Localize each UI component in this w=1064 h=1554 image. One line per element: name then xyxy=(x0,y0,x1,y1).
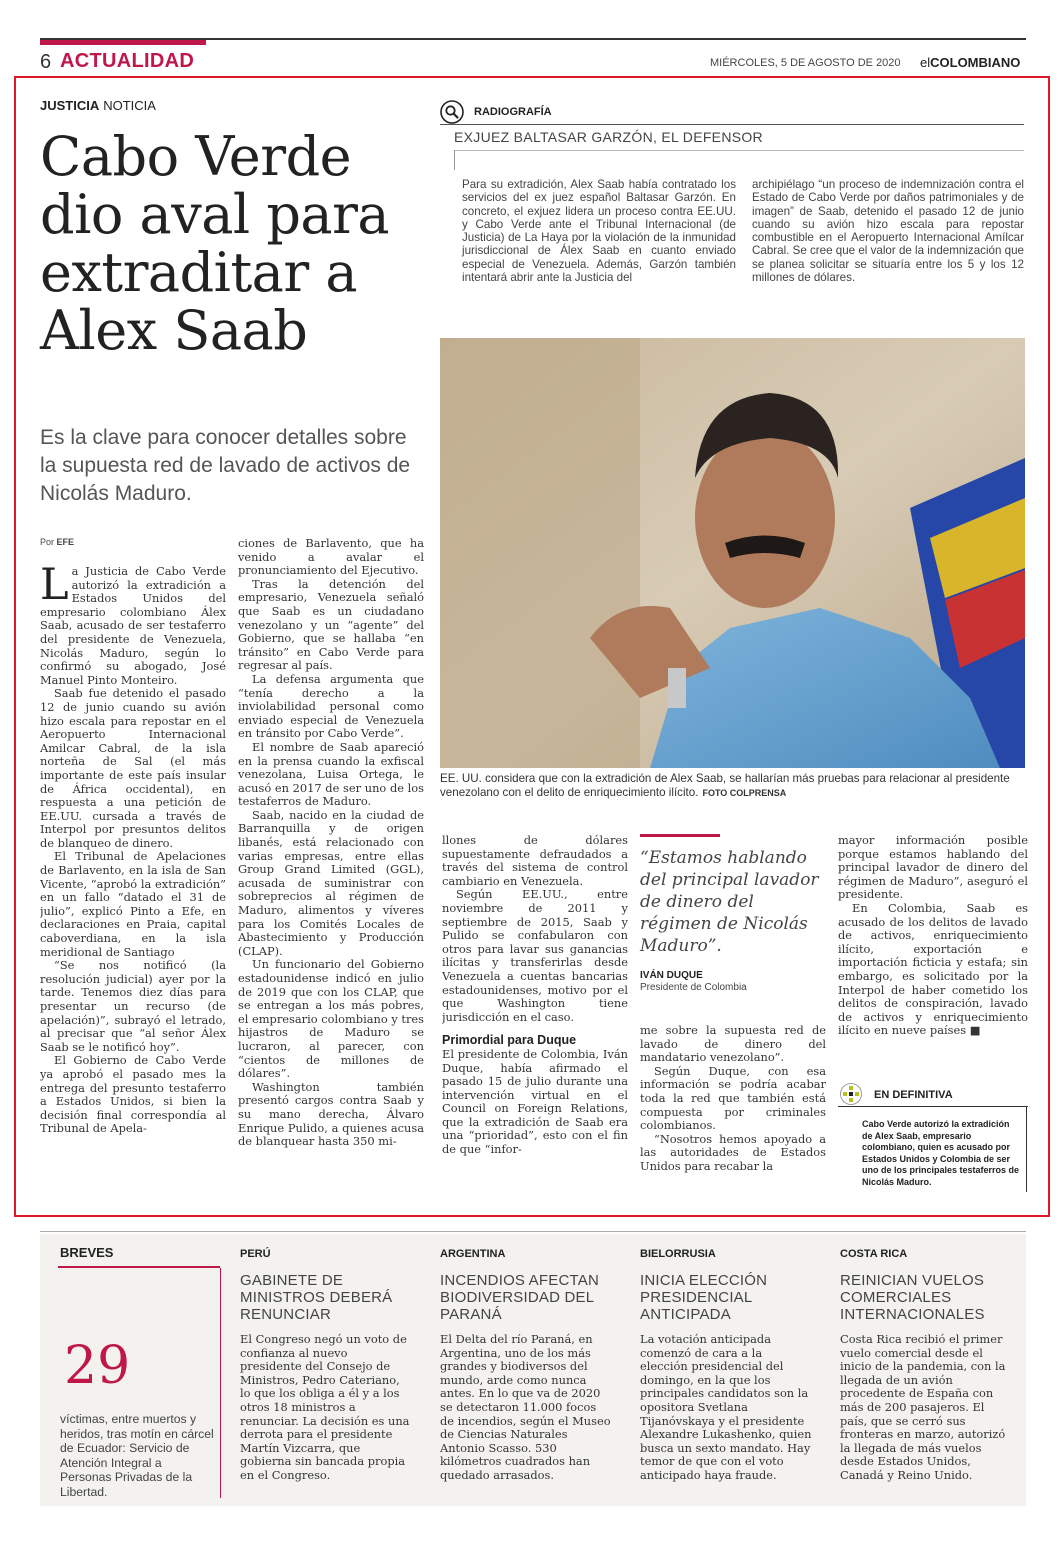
quote-role: Presidente de Colombia xyxy=(640,982,747,993)
radiografia-vline xyxy=(454,150,455,170)
article-paragraph: La Justicia de Cabo Verde autorizó la extradición a Estados Unidos del empresario colombiano Álex Saab, acusado de ser testaferro del presidente de Venezuela, Nicolás Maduro, según lo confirmó su abogado, José Manuel Pinto Monteiro. xyxy=(40,565,226,687)
briefs-number-text: víctimas, entre muertos y heridos, tras motín en cárcel de Ecuador: Servicio de Atención Integral a Personas Privadas de la Libertad. xyxy=(60,1412,214,1499)
summary-label: EN DEFINITIVA xyxy=(874,1089,953,1101)
byline-prefix: Por xyxy=(40,537,55,547)
photo-caption xyxy=(440,772,1025,800)
briefs-accent-bar xyxy=(58,1266,220,1268)
issue-date: MIÉRCOLES, 5 DE AGOSTO DE 2020 xyxy=(710,57,901,69)
article-column-2 xyxy=(238,537,424,1197)
quote-author: IVÁN DUQUE xyxy=(640,970,703,981)
radiografia-label: RADIOGRAFÍA xyxy=(474,106,552,118)
summary-vline xyxy=(1026,1106,1027,1192)
article-column-1 xyxy=(40,565,226,1197)
summary-text: Cabo Verde autorizó la extradición de Alex Saab, empresario colombiano, quien es acusado por Estados Unidos y Colombia de ser uno de los principales testaferros de Nicolás Maduro. xyxy=(862,1119,1020,1187)
kicker xyxy=(40,98,156,113)
brief-item xyxy=(840,1248,1012,1483)
drop-cap: L xyxy=(40,565,69,610)
article-paragraph: llones de dólares supuestamente defraudados a través del sistema de control cambiario en Venezuela. xyxy=(442,834,628,888)
radiografia-text-2: archipiélago “un proceso de indemnización contra el Estado de Cabo Verde por daños patrimoniales y de imagen” de Saab, detenido el pasado 12 de junio cuando su avión hizo escala para repostar combustible en el Aeropuerto Internacional Amílcar Cabral. Se cree que el valor de la indemnización que se planea solicitar se situaría entre los 5 y los 12 millones de dólares. xyxy=(752,178,1024,285)
section-accent-bar xyxy=(40,40,206,45)
summary-icon xyxy=(840,1083,862,1105)
photo-credit: FOTO COLPRENSA xyxy=(702,788,787,798)
article-paragraph: Un funcionario del Gobierno estadounidense indicó en julio de 2019 que con los CLAP, que se entregan a los más pobres, el empresario colombiano y tres hijastros de Maduro se lucraron, al parecer, con “cientos de millones de dólares”. xyxy=(238,957,424,1081)
summary-rule xyxy=(838,1106,1028,1107)
kicker-section: JUSTICIA xyxy=(40,98,100,113)
article-column-5 xyxy=(838,834,1028,1058)
brief-item xyxy=(640,1248,812,1483)
briefs-divider xyxy=(220,1268,221,1498)
article-paragraph: En Colombia, Saab es acusado de los delitos de lavado de activos, enriquecimiento ilícito, exportación e importación ficticia y estafa; sin embargo, es solicitado por la Interpol de haber cometido los delitos de conspiración, lavado de activos y enriquecimiento ilícito en nueve países ■ xyxy=(838,900,1028,1038)
masthead-name: COLOMBIANO xyxy=(930,55,1021,70)
radiografia-title: EXJUEZ BALTASAR GARZÓN, EL DEFENSOR xyxy=(454,129,763,145)
brief-country: COSTA RICA xyxy=(840,1248,908,1260)
article-paragraph: El nombre de Saab apareció en la prensa cuando la exfiscal venezolana, Luisa Ortega, le acusó en 2017 de ser uno de los testaferros de Maduro. xyxy=(238,739,424,809)
byline xyxy=(40,537,74,547)
article-paragraph: El Gobierno de Cabo Verde ya aprobó el pasado mes la entrega del presunto testaferro a Estados Unidos, si bien la decisión final correspondía al Tribunal de Apela- xyxy=(40,1053,226,1136)
article-paragraph: La defensa argumenta que “tenía derecho a la inviolabilidad personal como enviado especial de Venezuela en tránsito por Cabo Verde”. xyxy=(238,671,424,741)
brief-country: ARGENTINA xyxy=(440,1248,506,1260)
magnifier-icon xyxy=(440,100,464,124)
brief-text: El Congreso negó un voto de confianza al nuevo presidente del Consejo de Ministros, Pedro Cateriano, lo que los obliga a él y a los otros 18 ministros a renunciar. La decisión es una derrota para el presidente Martín Vizcarra, que gobierna sin bancada propia en el Congreso. xyxy=(240,1332,410,1482)
article-paragraph: Según Duque, con esa información se podría acabar toda la red que también está compuesta por criminales colombianos. xyxy=(640,1063,826,1133)
brief-country: BIELORRUSIA xyxy=(640,1248,716,1260)
article-paragraph: Según EE.UU., entre noviembre de 2011 y septiembre de 2015, Saab y Pulido se confabularon con otros para lavar sus ganancias ilícitas y transferirlas desde Venezuela a cuentas bancarias estadounidenses, motivo por el que Washington tiene jurisdicción en el caso. xyxy=(442,887,628,1024)
article-column-3 xyxy=(442,834,628,1197)
section-name: ACTUALIDAD xyxy=(60,50,195,72)
masthead-logo xyxy=(920,55,1020,70)
article-paragraph: Saab, nacido en la ciudad de Barranquilla y de origen libanés, está relacionado con varias empresas, entre ellas Group Grand Limited (GGL), acusada de suministrar con sobreprecios al régimen de Maduro, alimentos y víveres para los Comités Locales de Abastecimiento y Producción (CLAP). xyxy=(238,807,424,958)
masthead-prefix: el xyxy=(920,55,931,70)
article-paragraph: “Nosotros hemos apoyado a las autoridades de Estados Unidos para recabar la xyxy=(640,1131,826,1173)
brief-text: El Delta del río Paraná, en Argentina, uno de los más grandes y biodiversos del mundo, arde como nunca antes. En lo que va de 2020 se detectaron 11.000 focos de incendios, según el Museo de Ciencias Naturales Antonio Scasso. 530 kilómetros cuadrados han quedado arrasados. xyxy=(440,1332,611,1482)
brief-title: REINICIAN VUELOS COMERCIALES INTERNACIONALES xyxy=(840,1272,985,1323)
radiografia-rule xyxy=(440,124,1024,125)
article-paragraph: El Tribunal de Apelaciones de Barlavento, en la isla de San Vicente, “aprobó la extradición” en un fallo “datado el 31 de julio”, explicó Pinto a Efe, en declaraciones en Praia, capital caboverdiana, en la isla meridional de Santiago xyxy=(40,849,226,959)
brief-country: PERÚ xyxy=(240,1248,271,1260)
caption-text: EE. UU. considera que con la extradición de Alex Saab, se hallarían más pruebas para relacionar al presidente venezolano con el delito de enriquecimiento ilícito. xyxy=(440,772,1010,799)
brief-title: INCENDIOS AFECTAN BIODIVERSIDAD DEL PARANÁ xyxy=(440,1272,599,1323)
radiografia-text-1: Para su extradición, Alex Saab había contratado los servicios del ex juez español Baltasar Garzón. En concreto, el exjuez lidera un proceso contra EE.UU. y Cabo Verde ante el Tribunal Internacional (de Justicia) de La Haya por la violación de la inmunidad jurisdiccional de Álex Saab en cuanto enviado especial de Venezuela. Además, Garzón también intentará abrir ante la Justicia del xyxy=(462,178,736,285)
quote-accent-bar xyxy=(640,834,720,837)
article-paragraph: Saab fue detenido el pasado 12 de junio cuando su avión hizo escala para repostar en el Aeropuerto Internacional Amilcar Cabral, de la isla norteña de Sal (el más importante de este país insular de África occidental), en respuesta a una petición de EE.UU. cursada a través de Interpol por presuntos delitos de blanqueo de dinero. xyxy=(40,686,226,850)
page-number: 6 xyxy=(40,51,52,73)
brief-text: La votación anticipada comenzó de cara a la elección presidencial del domingo, en la que los principales candidatos son la opositora Svetlana Tijanóvskaya y el presidente Alexandre Lukashenko, quien busca un sexto mandato. Hay temor de que con el voto anticipado haya fraude. xyxy=(640,1332,812,1482)
article-paragraph: Washington también presentó cargos contra Saab y su mano derecha, Álvaro Enrique Pulido, a quienes acusa de blanquear hasta 350 mi- xyxy=(238,1079,424,1149)
radiografia-title-rule xyxy=(454,150,1024,151)
article-column-4 xyxy=(640,1024,826,1197)
briefs-rule xyxy=(40,1231,1026,1232)
byline-author: EFE xyxy=(56,537,75,547)
article-paragraph: ciones de Barlavento, que ha venido a avalar el pronunciamiento del Ejecutivo. xyxy=(238,537,424,578)
kicker-type: NOTICIA xyxy=(103,98,156,113)
article-paragraph: Tras la detención del empresario, Venezuela señaló que Saab es un ciudadano venezolano y un “agente” del Gobierno, que se hallaba “en tránsito” en Cabo Verde para regresar al país. xyxy=(238,576,424,673)
brief-text: Costa Rica recibió el primer vuelo comercial desde el inicio de la pandemia, con la llegada de un avión procedente de España con más de 200 pasajeros. El país, que se cerró sus fronteras en marzo, autorizó la llegada de más vuelos desde Estados Unidos, Canadá y Reino Unido. xyxy=(840,1332,1006,1482)
headline: Cabo Verde dio aval para extraditar a Alex Saab xyxy=(40,125,390,362)
briefs-title: BREVES xyxy=(60,1245,114,1260)
brief-title: GABINETE DE MINISTROS DEBERÁ RENUNCIAR xyxy=(240,1272,393,1323)
article-paragraph: mayor información posible porque estamos hablando del principal lavador de dinero del régimen de Maduro”, aseguró el presidente. xyxy=(838,834,1028,902)
article-paragraph: “Se nos notificó (la resolución judicial) ayer por la tarde. Tenemos diez días para presentar un recurso (de apelación)”, subrayó el letrado, al precisar que “al señor Álex Saab se le notificó hoy”. xyxy=(40,958,226,1054)
deck: Es la clave para conocer detalles sobre la supuesta red de lavado de activos de Nicolás Maduro. xyxy=(40,426,411,505)
brief-item xyxy=(440,1248,612,1483)
article-paragraph: El presidente de Colombia, Iván Duque, había afirmado el pasado 15 de julio durante una intervención virtual en el Council on Foreign Relations, que la extradición de Saab era una “prioridad”, esto con el fin de que “infor- xyxy=(442,1046,628,1157)
article-paragraph: me sobre la supuesta red de lavado de dinero del mandatario venezolano”. xyxy=(640,1024,826,1065)
subhead: Primordial para Duque xyxy=(442,1033,577,1048)
brief-item xyxy=(240,1248,412,1483)
news-photo xyxy=(440,338,1025,768)
pull-quote: “Estamos hablando del principal lavador de dinero del régimen de Nicolás Maduro”. xyxy=(640,848,819,956)
briefs-big-number: 29 xyxy=(64,1336,131,1396)
brief-title: INICIA ELECCIÓN PRESIDENCIAL ANTICIPADA xyxy=(640,1272,768,1323)
